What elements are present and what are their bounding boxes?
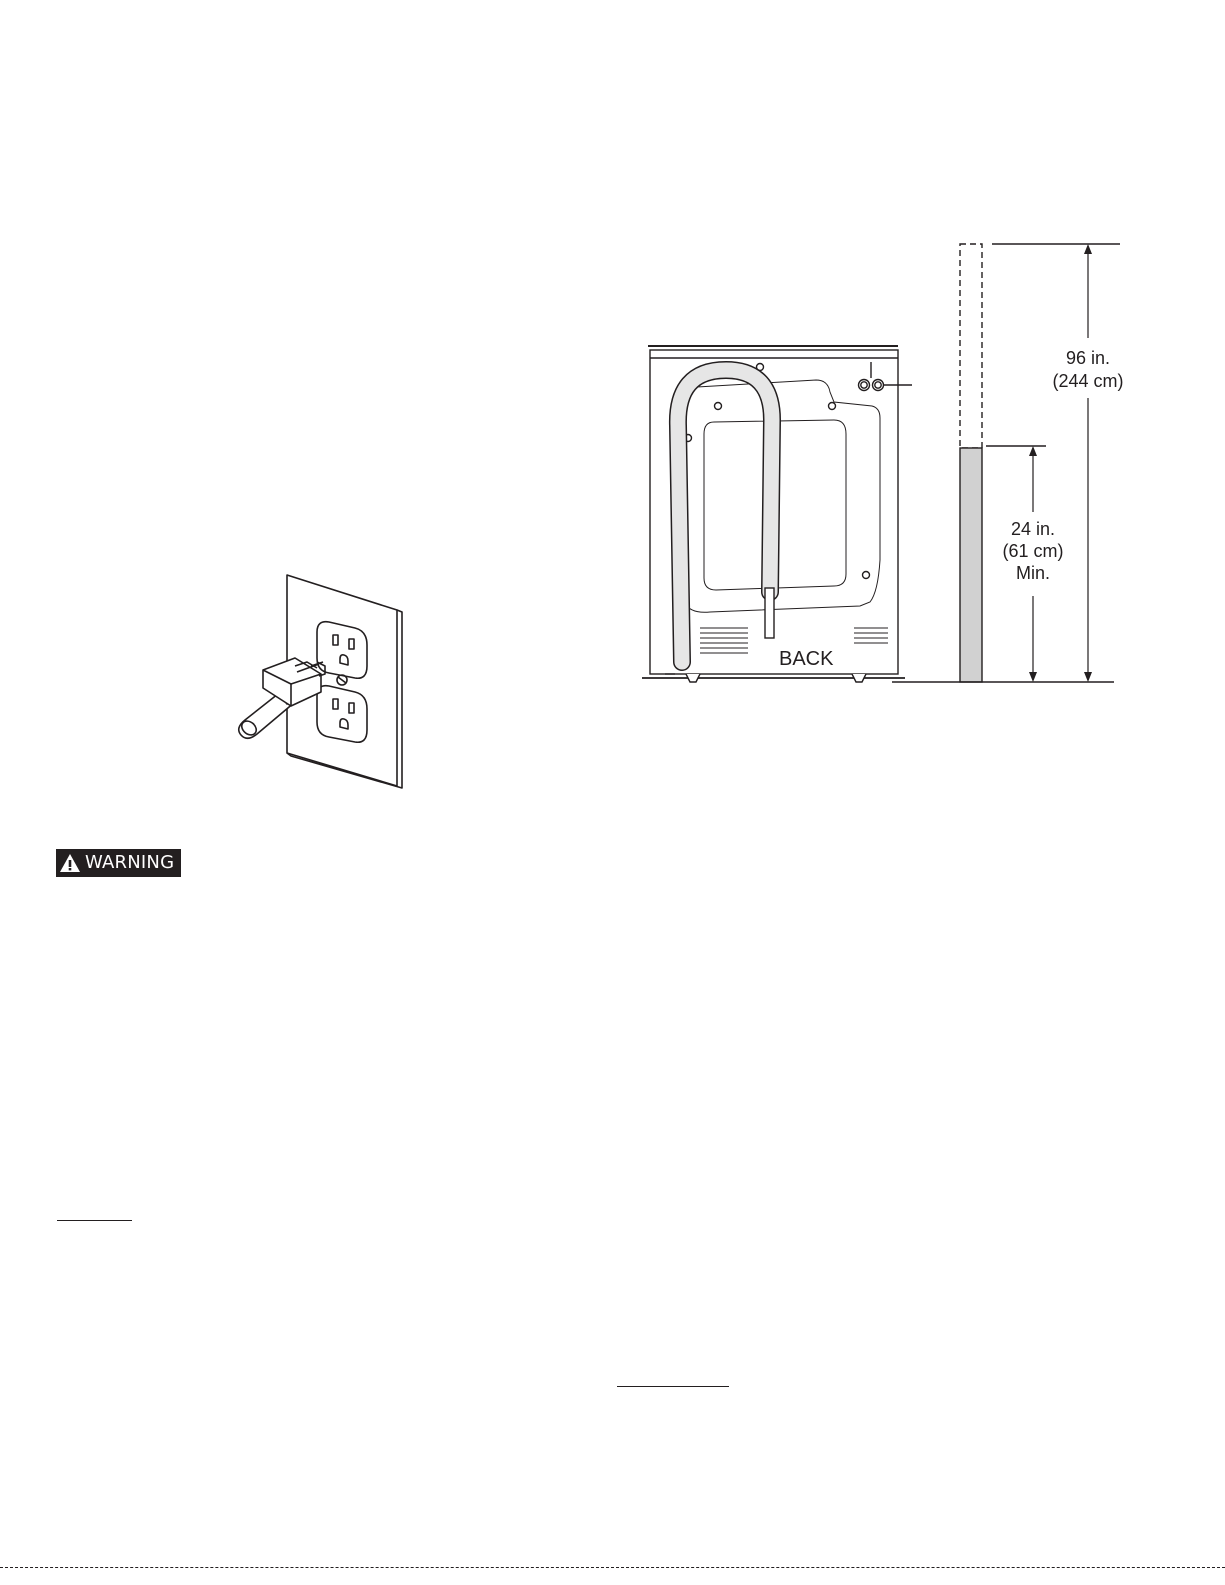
- back-label: BACK: [779, 648, 834, 670]
- min-height-line1: 24 in.: [1010, 519, 1056, 539]
- min-height-line2: (61 cm): [1002, 541, 1064, 561]
- warning-triangle-icon: [59, 852, 81, 874]
- section-underline-left: [57, 1220, 132, 1221]
- min-height-line3: Min.: [1015, 563, 1051, 583]
- outlet-plug-illustration-icon: [225, 570, 405, 790]
- dryer-back-illustration-icon: [630, 230, 1130, 700]
- warning-badge: [56, 849, 181, 877]
- footer-rule: [0, 1567, 1225, 1568]
- section-underline-right: [617, 1386, 729, 1387]
- max-height-line1: 96 in.: [1065, 348, 1111, 368]
- max-height-line2: (244 cm): [1052, 371, 1124, 391]
- warning-label: WARNING: [85, 852, 175, 873]
